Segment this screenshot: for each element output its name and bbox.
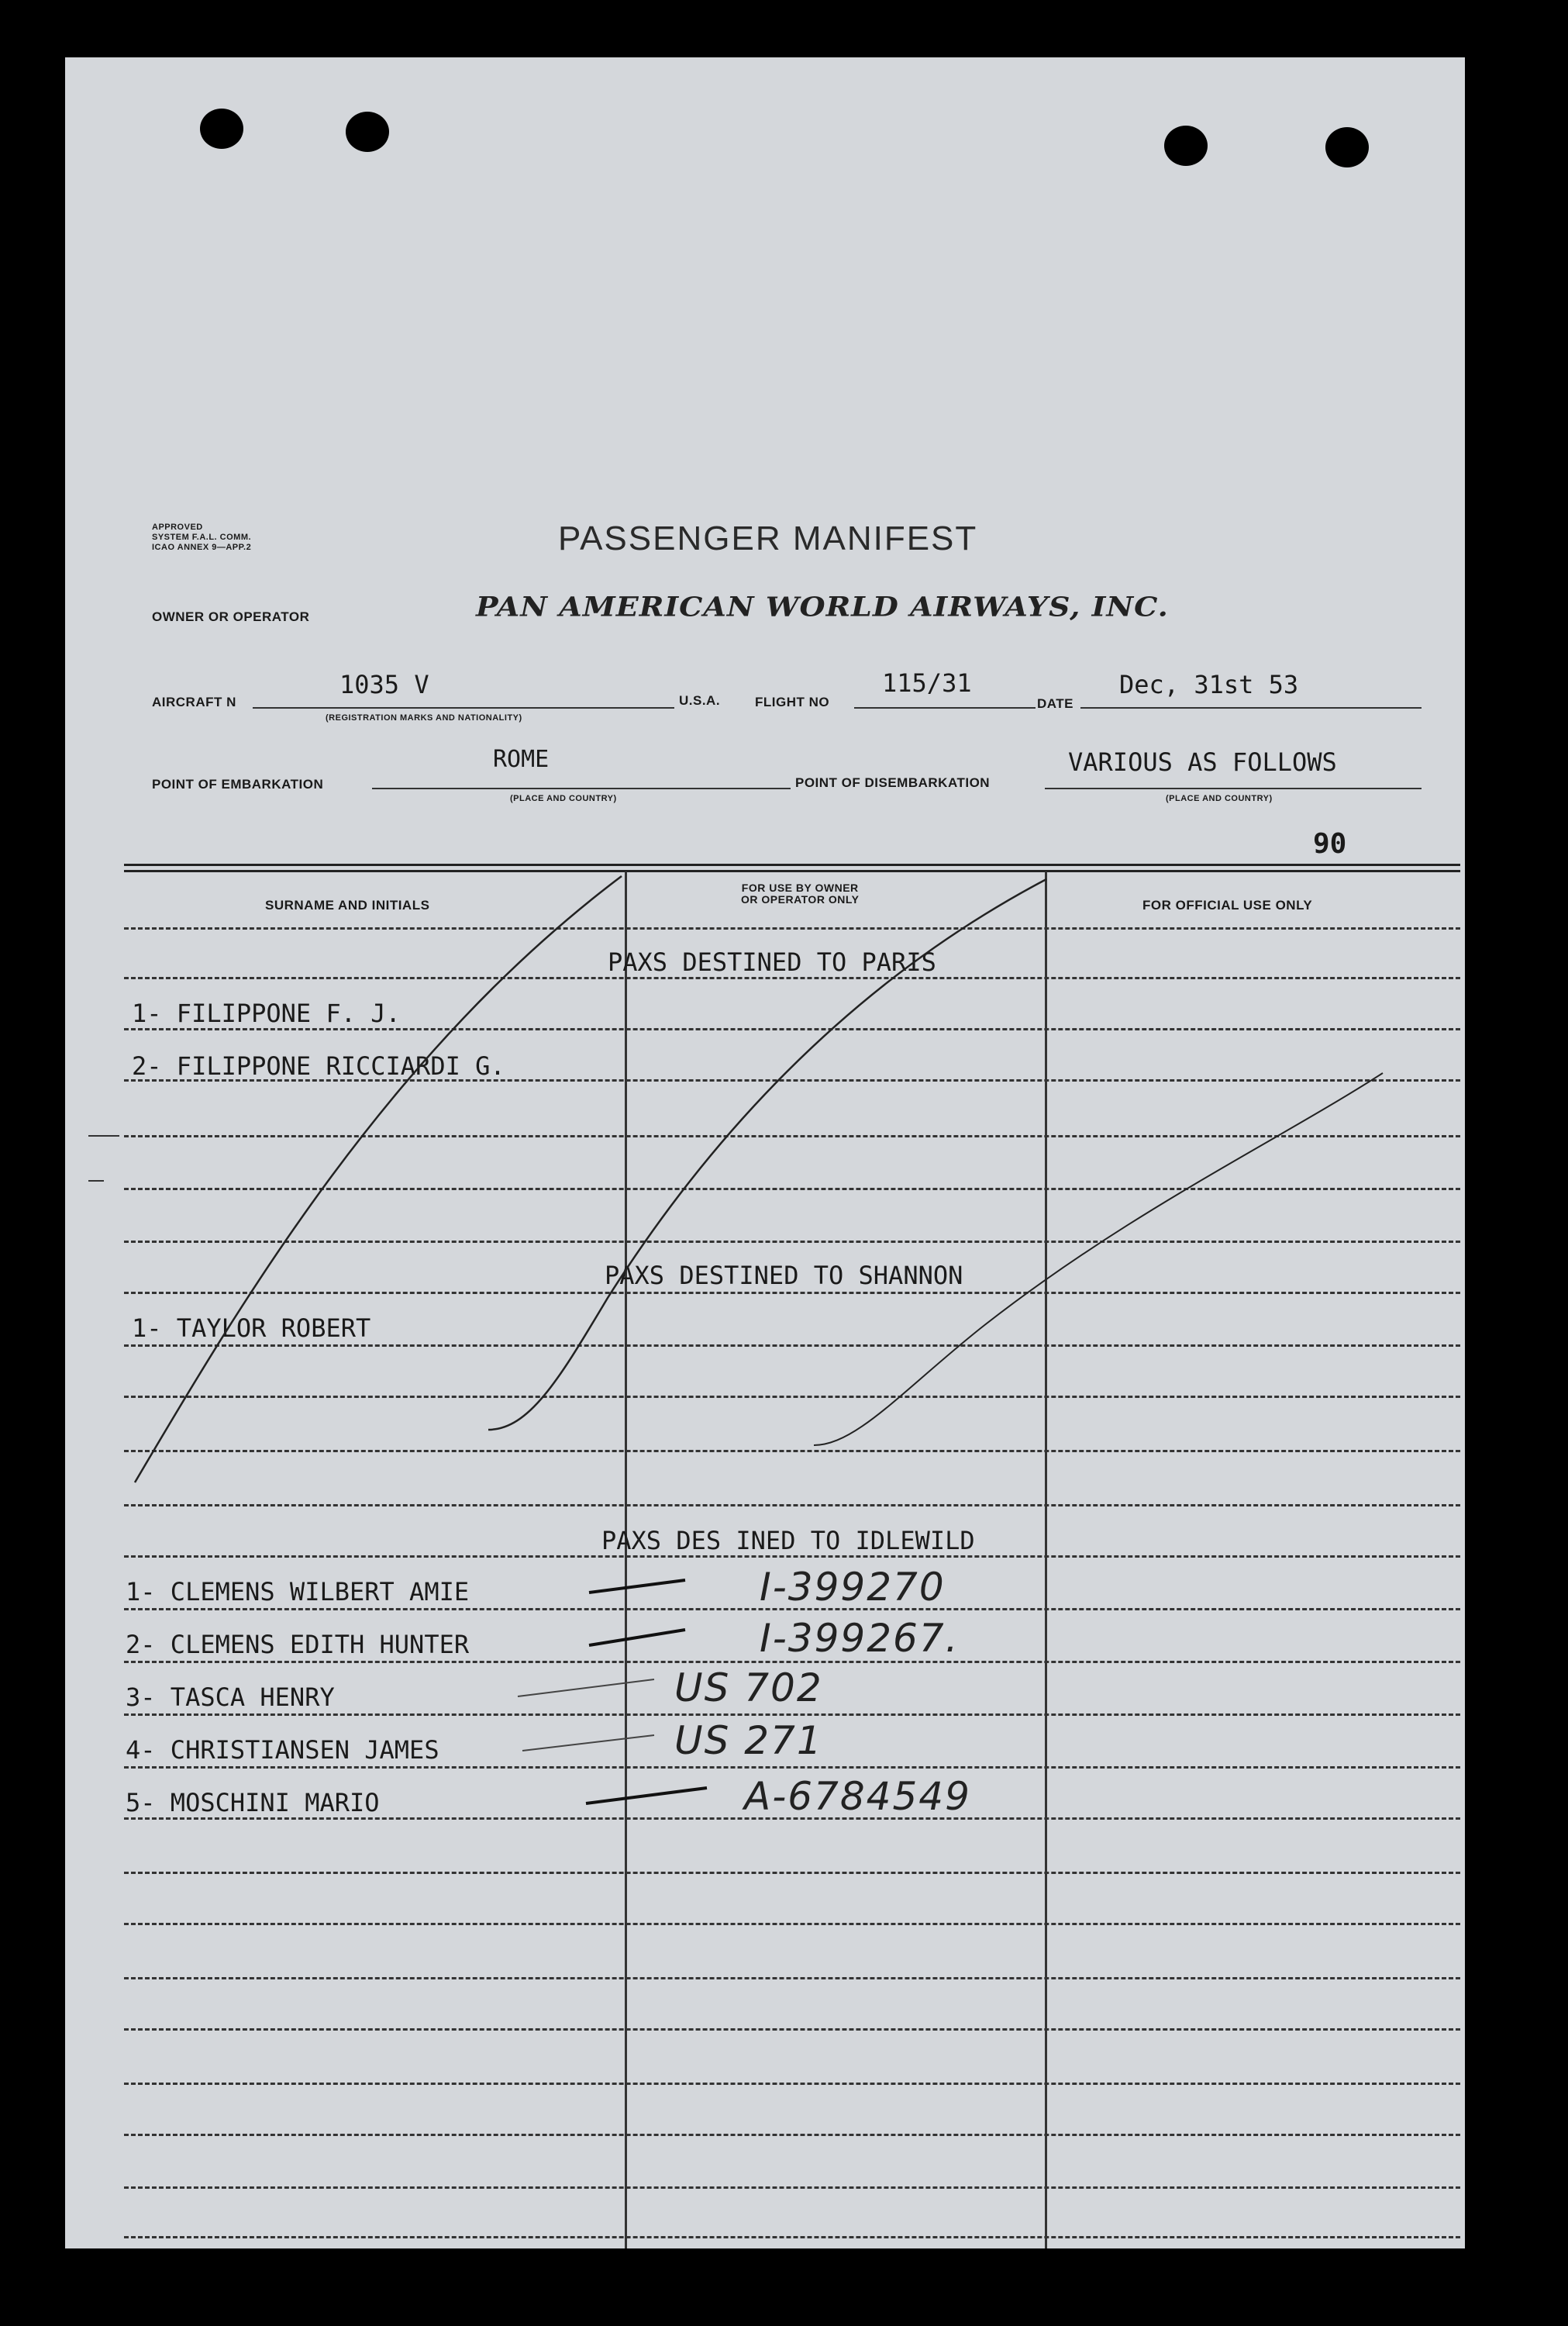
passenger-name: 5- MOSCHINI MARIO: [126, 1788, 380, 1817]
approval-stamp: APPROVED SYSTEM F.A.L. COMM. ICAO ANNEX 9—APP.2: [152, 523, 252, 552]
passenger-name: 4- CHRISTIANSEN JAMES: [126, 1735, 439, 1765]
sheet-number: 90: [1313, 828, 1347, 860]
column-header-surname: SURNAME AND INITIALS: [265, 898, 430, 913]
aircraft-value: 1035 V: [339, 670, 429, 699]
embark-sub: (PLACE AND COUNTRY): [510, 794, 617, 803]
form-title: PASSENGER MANIFEST: [558, 519, 978, 557]
section-heading-idlewild: PAXS DES INED TO IDLEWILD: [601, 1526, 975, 1555]
date-label: DATE: [1037, 696, 1074, 711]
column-header-official-use: FOR OFFICIAL USE ONLY: [1142, 898, 1313, 913]
flight-value: 115/31: [882, 668, 972, 698]
passport-number: US 271: [674, 1718, 823, 1763]
disembark-label: POINT OF DISEMBARKATION: [795, 775, 991, 790]
passenger-name: 2- CLEMENS EDITH HUNTER: [126, 1630, 470, 1659]
owner-label: OWNER OR OPERATOR: [152, 609, 310, 624]
aircraft-sub: (REGISTRATION MARKS AND NATIONALITY): [326, 713, 522, 723]
owner-value: PAN AMERICAN WORLD AIRWAYS, INC.: [476, 591, 1169, 623]
disembark-value: VARIOUS AS FOLLOWS: [1068, 747, 1337, 777]
aircraft-label: AIRCRAFT N: [152, 695, 236, 709]
passenger-name: 2- FILIPPONE RICCIARDI G.: [132, 1051, 505, 1081]
passenger-name: 1- CLEMENS WILBERT AMIE: [126, 1577, 470, 1606]
passenger-name: 1- FILIPPONE F. J.: [132, 999, 401, 1028]
date-value: Dec, 31st 53: [1119, 670, 1299, 699]
passenger-name: 3- TASCA HENRY: [126, 1682, 335, 1712]
usa-label: U.S.A.: [679, 693, 721, 708]
embark-label: POINT OF EMBARKATION: [152, 777, 324, 792]
passport-number: US 702: [674, 1665, 823, 1710]
manifest-sheet: [65, 57, 1465, 2248]
column-header-owner-use: FOR USE BY OWNER OR OPERATOR ONLY: [741, 882, 860, 906]
passport-number: I-399267.: [760, 1616, 960, 1661]
passport-number: A-6784549: [744, 1774, 971, 1819]
passenger-name: 1- TAYLOR ROBERT: [132, 1313, 371, 1343]
embark-value: ROME: [493, 746, 550, 773]
passport-number: I-399270: [760, 1565, 946, 1610]
pen-strokes: [65, 57, 1465, 2248]
disembark-sub: (PLACE AND COUNTRY): [1166, 794, 1273, 803]
flight-label: FLIGHT NO: [755, 695, 830, 709]
section-heading-paris: PAXS DESTINED TO PARIS: [608, 947, 936, 977]
section-heading-shannon: PAXS DESTINED TO SHANNON: [605, 1261, 963, 1290]
